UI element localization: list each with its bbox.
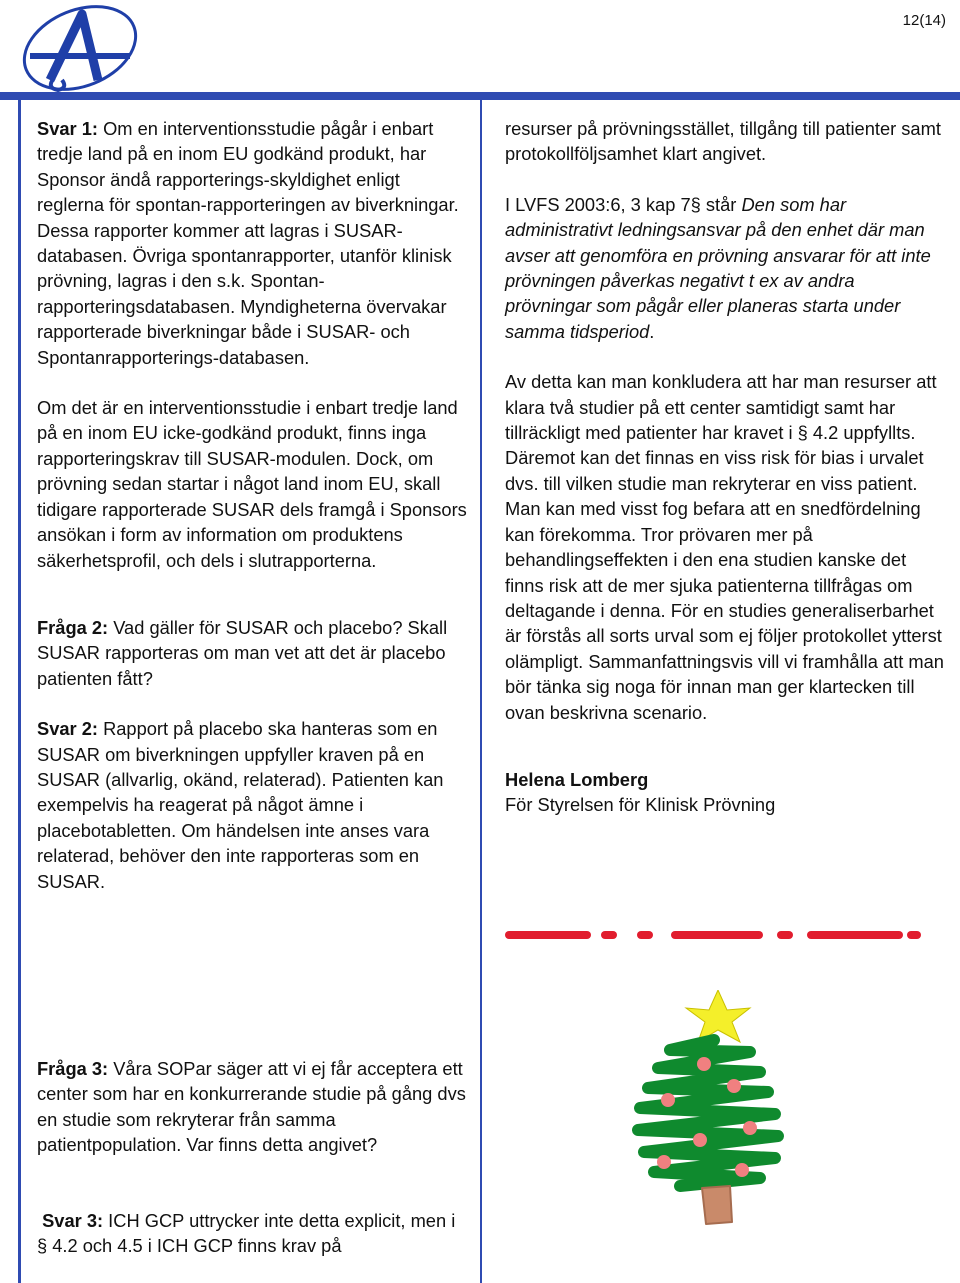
right-column [505,116,945,818]
question-2 [37,615,467,691]
answer-3-text: ICH GCP uttrycker inte detta explicit, men i § 4.2 och 4.5 i ICH GCP finns krav på [37,1210,456,1257]
regulation-reference: I LVFS 2003:6, 3 kap 7§ står [505,193,742,215]
question-2-text: Vad gäller för SUSAR och placebo? Skall SUSAR rapporteras om man vet att det är placebo patienten fått? [37,616,448,689]
left-column [37,116,467,894]
christmas-tree-icon [610,990,810,1230]
regulation-quote: Den som har administrativt ledningsansvar på den enhet där man avser att genomföra en prövning ansvarar för att inte prövningen påverkas negativt t ex av andra prövningar som pågår eller planeras starta under samma tidsperiod [505,193,931,342]
answer-3-label: Svar 3: [42,1210,104,1231]
right-paragraph-3: Av detta kan man konkludera att har man resurser att klara två studier på ett center samtidigt samt har tillräckligt med patienter har kravet i § 4.2 uppfyllts. Däremot kan det finnas en viss risk för bias i urvalet dvs. till vilken studie man rekryterar en viss patient. Man kan med visst fog befara att en snedfördelning kan förekomma. Tror prövaren mer på behandlingseffekten i den ena studien kanske det finns risk att de mer sjuka patienterna tillfrågas om deltagande i denna. För en studies generaliserbarhet är förstås all sorts urval som ej följer protokollet ytterst olämpligt. Sammanfattningsvis vill vi framhålla att man bör tänka sig noga för innan man ger klartecken till ovan beskrivna scenario. [505,371,944,723]
answer-1-label: Svar 1: [37,118,98,139]
answer-2 [37,716,467,894]
answer-2-label: Svar 2: [37,718,98,740]
signature-name: Helena Lomberg [505,768,649,790]
right-paragraph-1: resurser på prövningsstället, tillgång till patienter samt protokollföljsamhet klart angivet. [505,118,941,165]
question-3-text: Våra SOPar säger att vi ej får acceptera ett center som har en konkurrerande studie på gång dvs en studie som rekryterar från samma patientpopulation. Var finns detta angivet? [37,1058,466,1156]
quote-end: . [649,320,655,342]
question-3-label: Fråga 3: [37,1058,109,1079]
right-paragraph-2 [505,192,945,344]
left-margin-rule [18,100,21,1283]
answer-1 [37,116,467,370]
question-3 [37,1056,467,1158]
page-number: 12(14) [902,12,946,29]
header-rule [0,92,960,100]
answer-3 [37,1208,467,1259]
answer-2-text: Rapport på placebo ska hanteras som en SUSAR om biverkningen uppfyller kraven på en SUSAR (allvarlig, okänd, relaterad). Patienten kan exempelvis ha reagerat på något ämne i placebotabletten. Om händelsen inte anses vara relaterad, behöver den inte rapporteras som en SUSAR. [37,718,444,892]
column-divider [480,100,482,1283]
signature-organization: För Styrelsen för Klinisk Prövning [505,794,776,816]
answer-1-paragraph-2: Om det är en interventionsstudie i enbart tredje land på en inom EU icke-godkänd produkt, finns inga rapporteringskrav till SUSAR-modulen. Dock, om prövning sedan startar i något land inom EU, skall tidigare rapporterade SUSAR dels framgå i Sponsors ansökan i form av information om produktens säkerhetsprofil, och dels i slutrapporterna. [37,397,467,571]
question-2-label: Fråga 2: [37,616,109,638]
organization-logo [10,0,160,92]
answer-1-text: Om en interventionsstudie pågår i enbart tredje land på en inom EU godkänd produkt, har Sponsor ändå rapporterings-skyldighet enligt reglerna för spontan-rapporteringen av biverkningar. Dessa rapporter kommer att lagras i SUSAR-databasen. Övriga spontanrapporter, utanför klinisk prövning, lagras i den s.k. Spontan-rapporteringsdatabasen. Myndigheterna övervakar rapporterade biverkningar både i SUSAR- och Spontanrapporterings-databasen. [37,118,459,368]
decorative-dashed-line [505,925,925,945]
